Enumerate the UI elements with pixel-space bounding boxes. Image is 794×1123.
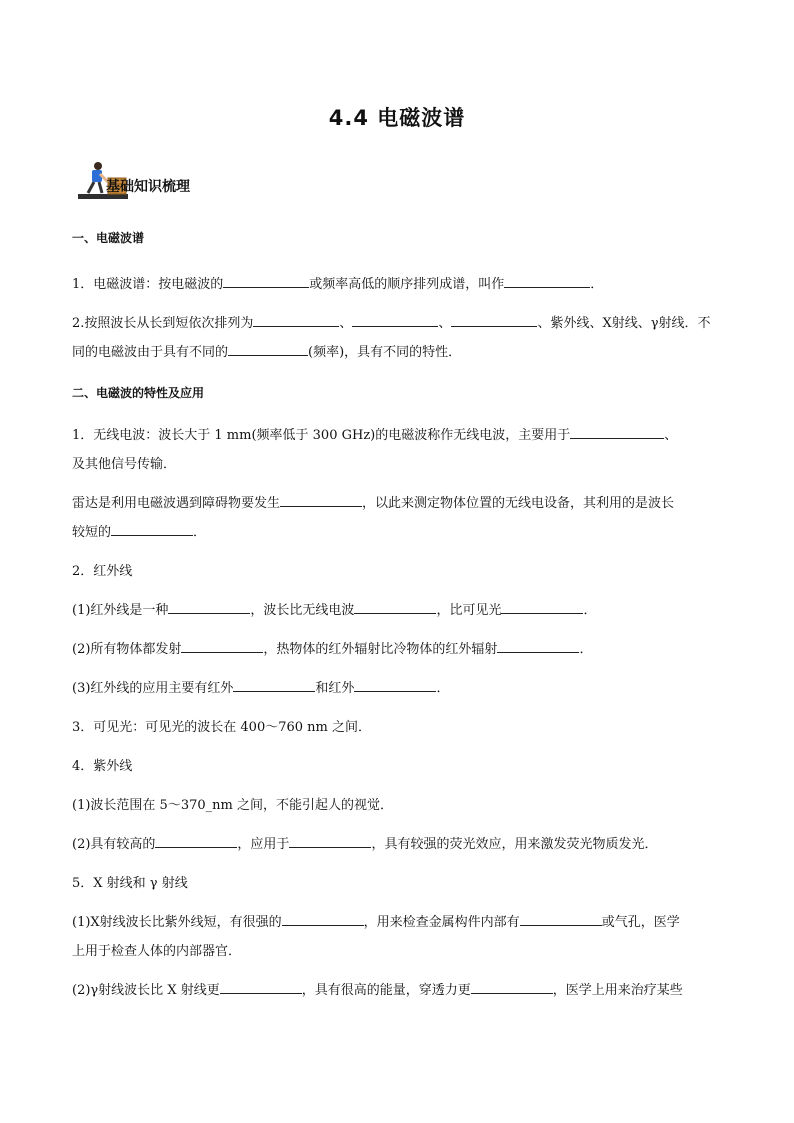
content [72, 228, 727, 1005]
answer-blank[interactable] [220, 979, 302, 994]
answer-blank[interactable] [253, 312, 339, 327]
answer-blank[interactable] [223, 273, 309, 288]
paragraph: 1．无线电波：波长大于 1 mm(频率低于 300 GHz)的电磁波称作无线电波，主要用于 、 [72, 421, 727, 450]
page-title: 4.4 电磁波谱 [328, 106, 466, 130]
paragraph: (1)X射线波长比紫外线短，有很强的 ，用来检查金属构件内部有 或气孔，医学 [72, 908, 727, 937]
answer-blank[interactable] [471, 979, 553, 994]
answer-blank[interactable] [354, 677, 436, 692]
paragraph-continued: 较短的 ． [72, 518, 727, 547]
paragraph: (2)所有物体都发射 ，热物体的红外辐射比冷物体的红外辐射 ． [72, 635, 727, 664]
answer-blank[interactable] [520, 911, 602, 926]
answer-blank[interactable] [354, 599, 436, 614]
answer-blank[interactable] [352, 312, 438, 327]
section-heading-1: 一、电磁波谱 [72, 231, 145, 245]
answer-blank[interactable] [282, 911, 364, 926]
paragraph: (1)红外线是一种 ，波长比无线电波 ，比可见光 ． [72, 596, 727, 625]
answer-blank[interactable] [280, 492, 362, 507]
answer-blank[interactable] [233, 677, 315, 692]
subsection-heading: 5．X 射线和 γ 射线 [72, 876, 188, 891]
answer-blank[interactable] [289, 833, 371, 848]
paragraph: 1．电磁波谱：按电磁波的 或频率高低的顺序排列成谱，叫作 ． [72, 270, 727, 299]
answer-blank[interactable] [497, 638, 579, 653]
paragraph: (2)γ射线波长比 X 射线更 ，具有很高的能量，穿透力更 ，医学上用来治疗某些 [72, 976, 727, 1005]
paragraph: (1)波长范围在 5～370_nm 之间，不能引起人的视觉． [72, 798, 393, 813]
answer-blank[interactable] [181, 638, 263, 653]
section-badge-label: 基础知识梳理 [106, 179, 190, 195]
subsection-heading: 2．红外线 [72, 564, 133, 579]
paragraph-continued: 及其他信号传输． [72, 457, 177, 472]
answer-blank[interactable] [155, 833, 237, 848]
answer-blank[interactable] [228, 341, 308, 356]
section-heading-2: 二、电磁波的特性及应用 [72, 386, 205, 400]
answer-blank[interactable] [501, 599, 583, 614]
paragraph-continued: 同的电磁波由于具有不同的 (频率)，具有不同的特性． [72, 338, 727, 367]
section-badge [78, 160, 298, 200]
answer-blank[interactable] [451, 312, 537, 327]
subsection-heading: 4．紫外线 [72, 759, 133, 774]
paragraph: 2.按照波长从长到短依次排列为 、 、 、紫外线、X射线、γ射线．不 [72, 309, 727, 338]
paragraph: 雷达是利用电磁波遇到障碍物要发生 ，以此来测定物体位置的无线电设备，其利用的是波长 [72, 489, 727, 518]
answer-blank[interactable] [111, 521, 193, 536]
paragraph: (2)具有较高的 ，应用于 ，具有较强的荧光效应，用来激发荧光物质发光． [72, 830, 727, 859]
paragraph: (3)红外线的应用主要有红外 和红外 ． [72, 674, 727, 703]
paragraph: 3．可见光：可见光的波长在 400～760 nm 之间． [72, 720, 371, 735]
paragraph-continued: 上用于检查人体的内部器官． [72, 944, 242, 959]
answer-blank[interactable] [570, 424, 664, 439]
answer-blank[interactable] [168, 599, 250, 614]
answer-blank[interactable] [504, 273, 590, 288]
